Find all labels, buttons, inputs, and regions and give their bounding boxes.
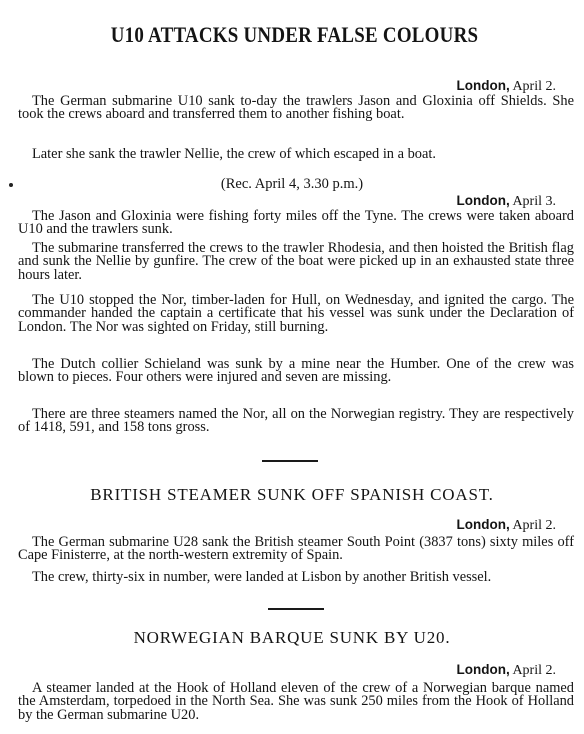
dateline-place: London, (456, 78, 510, 93)
paragraph-text: The Jason and Gloxinia were fishing forty miles off the Tyne. The crews were taken aboard U10 and the trawlers sunk. (18, 208, 574, 238)
paragraph (18, 242, 574, 282)
paragraph-text: The Dutch collier Schieland was sunk by a mine near the Humber. One of the crew was blown to pieces. Four others were injured and seven are missing. (18, 356, 574, 386)
paragraph-text: The submarine transferred the crews to the trawler Rhodesia, and then hoisted the British flag and sunk the Nellie by gunfire. The crew of the boat were picked up in an exhausted state three hours later. (18, 240, 574, 283)
paragraph-text: Later she sank the trawler Nellie, the crew of which escaped in a boat. (32, 146, 436, 162)
paragraph (18, 148, 574, 161)
paragraph-text: There are three steamers named the Nor, all on the Norwegian registry. They are respectively of 1418, 591, and 158 tons gross. (18, 406, 574, 436)
paragraph (18, 294, 574, 334)
paragraph (18, 408, 574, 435)
paragraph-text: The German submarine U28 sank the British steamer South Point (3837 tons) sixty miles off Cape Finisterre, at the north-western extremity of Spain. (18, 534, 574, 564)
paragraph-text: The crew, thirty-six in number, were landed at Lisbon by another British vessel. (32, 569, 492, 585)
paragraph (18, 210, 574, 237)
paragraph-text: The German submarine U10 sank to-day the trawlers Jason and Gloxinia off Shields. She took the crews aboard and transferred them to another fishing boat. (18, 93, 574, 123)
paragraph-text: The U10 stopped the Nor, timber-laden for Hull, on Wednesday, and ignited the cargo. The commander handed the captain a certificate that his vessel was sunk under the Declaration of London. The Nor was sighted on Friday, still burning. (18, 292, 574, 335)
received-note: (Rec. April 4, 3.30 p.m.) (220, 176, 364, 192)
paragraph (18, 571, 574, 584)
section-divider (262, 460, 318, 462)
dateline-place: London, (456, 193, 510, 208)
dateline-date: April 3. (512, 194, 556, 209)
paragraph (18, 358, 574, 385)
dateline-date: April 2. (512, 663, 556, 678)
section-divider (268, 608, 324, 610)
dateline-place: London, (456, 517, 510, 532)
paragraph (18, 536, 574, 563)
headline-u10: U10 ATTACKS UNDER FALSE COLOURS (110, 22, 479, 47)
dateline-london-april-2 (456, 662, 556, 679)
paragraph-text: A steamer landed at the Hook of Holland eleven of the crew of a Norwegian barque named the Amsterdam, torpedoed in the North Sea. She was sunk 250 miles from the Hook of Holland by the German submarine U20. (18, 680, 574, 723)
dateline-date: April 2. (512, 518, 556, 533)
dateline-london-april-2 (456, 517, 556, 534)
headline-norwegian-barque: NORWEGIAN BARQUE SUNK BY U20. (133, 628, 451, 647)
dateline-place: London, (456, 662, 510, 677)
headline-british-steamer: BRITISH STEAMER SUNK OFF SPANISH COAST. (90, 485, 494, 504)
paragraph (18, 95, 574, 122)
dateline-date: April 2. (512, 79, 556, 94)
paragraph (18, 682, 574, 722)
